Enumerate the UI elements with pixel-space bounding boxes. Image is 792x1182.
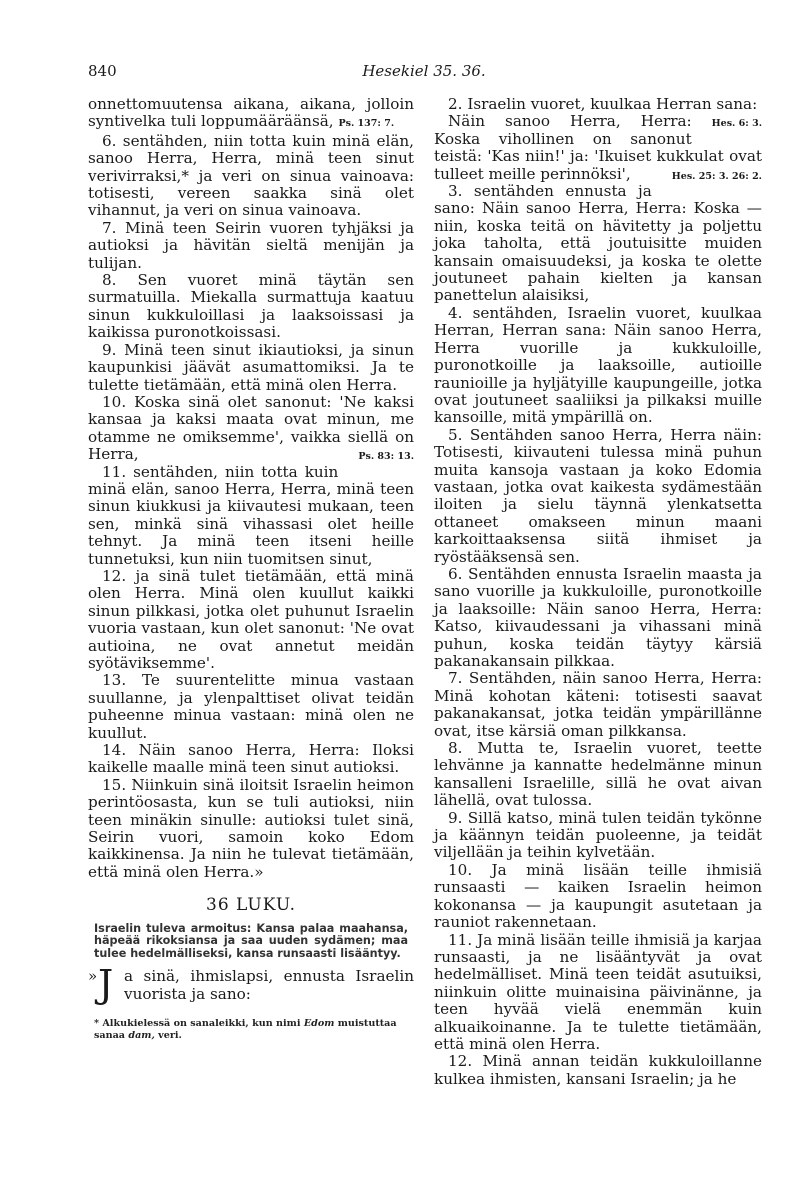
verse-2: 2. Israelin vuoret, kuulkaa Herran sana: Hes. 6: 3.: [434, 96, 762, 113]
verse-12: 12. ja sinä tulet tietämään, että minä olen Herra. Minä olen kuullut kaikki sinun pilkkasi, jotka olet puhunut Israelin vuoria vastaan, kun olet sanonut: 'Ne ovat autioina, ne ovat annetut meidän syötäviksemme'.: [88, 566, 414, 672]
left-column: [88, 96, 414, 1042]
verse-5: 5. Sentähden sanoo Herra, Herra näin: Totisesti, kiivauteni tulessa minä puhun muita kansoja vastaan ja koko Edomia vastaan, jotka ovat kaikesta sydämestään iloiten ja sielu täynnä ylenkatsetta ottaneet omakseen minun maani karkoittaaksensa siitä ihmiset ja ryöstääksensä sen.: [434, 425, 762, 566]
footnote: * Alkukielessä on sanaleikki, kun nimi Edom muistuttaa sanaa dam, veri.: [94, 1018, 397, 1042]
verse-10: 10. Ja minä lisään teille ihmisiä runsaasti — kaiken Israelin heimon kokonansa — ja kaupungit asutetaan ja rauniot rakennetaan.: [434, 860, 762, 932]
verse-11: 11. Ja minä lisään teille ihmisiä ja karjaa runsaasti, ja ne lisääntyvät ja ovat hedelmälliset. Minä teen teidät asutuiksi, niinkuin olitte muinaisina päivinänne, ja teen hyvää vielä enemmän kuin alkuaikoinanne. Ja te tulette tietämään, että minä olen Herra.: [434, 930, 762, 1053]
cross-reference: Ps. 83: 13.: [358, 451, 414, 463]
running-head: Hesekiel 35. 36.: [362, 62, 486, 80]
verse-2-continued: Näin sanoo Herra, Herra: Koska vihollinen on sanonut teistä: 'Kas niin!' ja: 'Ikuiset kukkulat ovat tulleet meille perinnöksi', Hes. 25: 3. 26: 2.: [434, 113, 762, 183]
verse-7: 7. Minä teen Seirin vuoren tyhjäksi ja autioksi ja hävitän sieltä menijän ja tulijan.: [88, 218, 414, 272]
chapter-summary: Israelin tuleva armoitus: Kansa palaa maahansa, häpeää rikoksiansa ja saa uuden sydämen; maa tulee hedelmälliseksi, kansa runsaasti lisääntyy.: [94, 921, 408, 960]
verse-6: 6. Sentähden ennusta Israelin maasta ja sano vuorille ja kukkuloille, puronotkoille ja laaksoille: Näin sanoo Herra, Herra: Katso, kiivaudessani ja vihassani minä puhun, koska teidän täytyy kärsiä pakanakansain pilkkaa.: [434, 564, 762, 670]
cross-reference: Ps. 137: 7.: [338, 118, 395, 130]
verse-10: 10. Koska sinä olet sanonut: 'Ne kaksi kansaa ja kaksi maata ovat minun, me otamme ne omiksemme', vaikka siellä on Herra, Ps. 83: 13.: [88, 394, 414, 464]
verse-9: 9. Minä teen sinut ikiautioksi, ja sinun kaupunkisi jäävät asumattomiksi. Ja te tulette tietämään, että minä olen Herra.: [88, 340, 414, 394]
opening-quote: »: [88, 967, 98, 986]
chapter-opening: [88, 962, 414, 1008]
verse-13: 13. Te suurentelitte minua vastaan suullanne, ja ylenpalttiset olivat teidän puheenne minua vastaan: minä olen ne kuullut.: [88, 671, 414, 742]
cross-reference: Hes. 6: 3.: [711, 118, 762, 130]
verse-6: 6. sentähden, niin totta kuin minä elän, sanoo Herra, Herra, minä teen sinut verivirraksi,* ja veri on sinua vainoava: totisesti, vereen saakka sinä olet vihannut, ja veri on sinua vainoava.: [88, 131, 414, 220]
verse-8: 8. Sen vuoret minä täytän sen surmatuilla. Miekalla surmattuja kaatuu sinun kukkuloillasi ja laaksoissasi ja kaikissa puronotkoissasi.: [88, 271, 414, 342]
verse-5-continued: onnettomuutensa aikana, aikana, jolloin syntivelka tuli loppumääräänsä, Ps. 137: 7.: [88, 95, 414, 131]
verse-15: 15. Niinkuin sinä iloitsit Israelin heimon perintöosasta, kun se tuli autioksi, niin teen minäkin sinulle: autioksi tulet sinä, Seirin vuori, samoin koko Edom kaikkinensa. Ja niin he tulevat tietämään, että minä olen Herra.»: [88, 775, 414, 881]
verse-7: 7. Sentähden, näin sanoo Herra, Herra: Minä kohotan käteni: totisesti saavat pakanakansat, jotka teidän ympärillänne ovat, itse kärsiä oman pilkkansa.: [434, 669, 762, 740]
right-column: [434, 96, 762, 1088]
verse-3: 3. sentähden ennusta ja sano: Näin sanoo Herra, Herra: Koska — niin, koska teitä on hävitetty ja poljettu joka taholta, että joutuisitte muiden kansain omaisuudeksi, ja koska te olette joutuneet pahain kielten ja kansan panettelun alaisiksi,: [434, 182, 762, 305]
verse-9: 9. Sillä katso, minä tulen teidän tykönne ja käännyn teidän puoleenne, ja teidät viljellään ja teihin kylvetään.: [434, 808, 762, 862]
verse-1-text: a sinä, ihmislapsi, ennusta Israelin vuorista ja sano:: [124, 967, 414, 1003]
verse-14: 14. Näin sanoo Herra, Herra: Iloksi kaikelle maalle minä teen sinut autioksi.: [88, 741, 414, 777]
page-number: 840: [88, 62, 117, 80]
verse-8: 8. Mutta te, Israelin vuoret, teette lehvänne ja kannatte hedelmänne minun kansalleni Israelille, sillä he ovat aivan lähellä, ovat tulossa.: [434, 739, 762, 810]
cross-reference: Hes. 25: 3. 26: 2.: [671, 170, 762, 182]
verse-4: 4. sentähden, Israelin vuoret, kuulkaa Herran, Herran sana: Näin sanoo Herra, Herra vuorille ja kukkuloille, puronotkoille ja laaksoille, autioille raunioille ja hyljätyille kaupungeille, jotka ovat joutuneet saaliiksi ja pilkaksi muille kansoille, mitä ympärillä on.: [434, 303, 762, 427]
verse-12: 12. Minä annan teidän kukkuloillanne kulkea ihmisten, kansani Israelin; ja he: [434, 1052, 762, 1088]
drop-cap: J: [98, 962, 114, 1007]
verse-11: 11. sentähden, niin totta kuin minä elän, sanoo Herra, Herra, minä teen sinun kiukkusi ja kiivautesi mukaan, teen sen, minkä sinä vihassasi olet heille tehnyt. Ja minä teen itseni heille tunnetuksi, kun niin tuomitsen sinut,: [88, 462, 414, 568]
chapter-heading: 36 LUKU.: [206, 895, 296, 916]
page-header: [88, 62, 760, 86]
